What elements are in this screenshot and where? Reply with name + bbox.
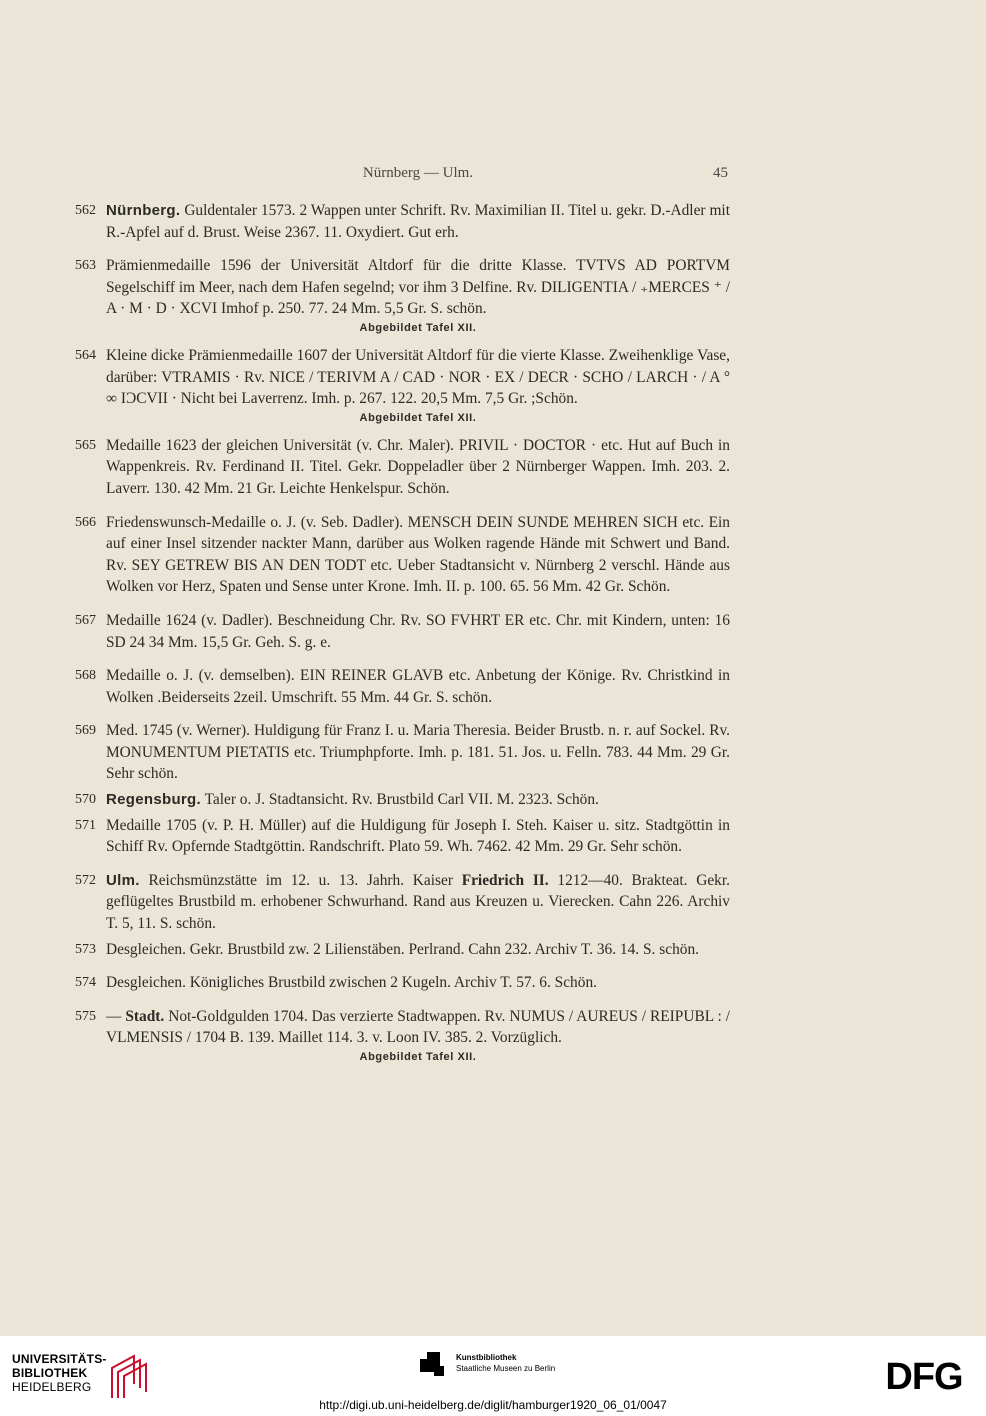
catalogue-entry: [75, 789, 730, 811]
entry-number: 562: [75, 203, 96, 218]
catalogue-entry: [75, 972, 730, 994]
entry-number: 569: [75, 723, 96, 739]
ub-logo-line: HEIDELBERG: [12, 1380, 92, 1394]
catalogue-entry: [75, 720, 730, 785]
catalogue-entry: [75, 939, 730, 961]
entry-number: 571: [75, 817, 96, 833]
catalogue-entry: [75, 345, 730, 427]
entry-text-lead: —: [106, 1007, 122, 1025]
entry-number: 566: [75, 514, 96, 530]
catalogue-entry: [75, 512, 730, 598]
dfg-logo[interactable]: [876, 1358, 972, 1394]
entry-text: Med. 1745 (v. Werner). Huldigung für Franz I. u. Maria Theresia. Beider Brustb. n. r. auf Sockel. Rv. MONUMENTUM PIETATIS etc. Triumphpforte. Imh. p. 181. 51. Jos. u. Felln. 783. 44 Mm. 29 Gr. Sehr schön.: [106, 722, 730, 783]
catalogue-entry: [75, 610, 730, 653]
entry-place: Regensburg.: [106, 791, 201, 809]
entry-text: Prämienmedaille 1596 der Universität Altdorf für die dritte Klasse. TVTVS AD PORTVM Segelschiff im Meer, nach dem Hafen segelnd; vor ihm 3 Delfine. Rv. DILIGENTIA / ₊MERCES ⁺ / A · M · D · XCVI Imhof p. 250. 77. 24 Mm. 5,5 Gr. S. schön.: [106, 257, 730, 318]
catalogue-entry: [75, 200, 730, 243]
entry-text: Medaille o. J. (v. demselben). EIN REINER GLAVB etc. Anbetung der Könige. Rv. Christkind in Wolken .Beiderseits 2zeil. Umschrift. 55 Mm. 44 Gr. S. schön.: [106, 667, 730, 706]
entry-place: Nürnberg.: [106, 202, 181, 219]
entry-text: Friedenswunsch-Medaille o. J. (v. Seb. Dadler). MENSCH DEIN SUNDE MEHREN SICH etc. Ein auf einer Insel sitzender nackter Mann, darüber aus Wolken ragende Hände mit Schwert und Band. Rv. SEY GETREW BIS AN DEN TODT etc. Ueber Stadtansicht v. Nürnberg 2 verschl. Hände aus Wolken vor Herz, Spaten und Sense unter Krone. Imh. II. p. 100. 65. 56 Mm. 42 Gr. Schön.: [106, 513, 730, 596]
running-header: [108, 165, 728, 187]
dfg-logo-text: DFG: [885, 1358, 963, 1394]
catalogue-entry: [75, 1006, 730, 1066]
entry-text: Medaille 1623 der gleichen Universität (v. Chr. Maler). PRIVIL · DOCTOR · etc. Hut auf Buch in Wappenkreis. Rv. Ferdinand II. Titel. Gekr. Doppeladler über 2 Nürnberger Wappen. Imh. 203. 2. Laverr. 130. 42 Mm. 21 Gr. Leichte Henkelspur. Schön.: [106, 436, 730, 497]
entry-text-lead: Reichsmünzstätte im 12. u. 13. Jahrh. Kaiser: [148, 871, 453, 889]
entry-number: 563: [75, 258, 96, 274]
entry-text: Medaille 1624 (v. Dadler). Beschneidung Chr. Rv. SO FVHRT ER etc. Chr. mit Kindern, unten: 16 SD 24 34 Mm. 15,5 Gr. Geh. S. g. e.: [106, 611, 730, 651]
kb-line: Staatliche Museen zu Berlin: [456, 1364, 556, 1373]
catalogue-entry: [75, 435, 730, 500]
entry-text: Guldentaler 1573. 2 Wappen unter Schrift. Rv. Maximilian II. Titel u. gekr. D.-Adler mit R.-Apfel auf d. Brust. Weise 2367. 11. Oxydiert. Gut erh.: [106, 202, 730, 241]
header-title: Nürnberg — Ulm.: [362, 165, 474, 181]
entry-text: Medaille 1705 (v. P. H. Müller) auf die Huldigung für Joseph I. Steh. Kaiser u. sitz. Stadtgöttin in Schiff Rv. Opfernde Stadtgöttin. Randschrift. Plato 59. Wh. 7462. 42 Mm. 29 Gr. Sehr schön.: [106, 816, 730, 856]
ub-logo-line: UNIVERSITÄTS-: [12, 1352, 107, 1366]
kb-line: Kunstbibliothek: [456, 1353, 517, 1362]
entry-number: 574: [75, 975, 96, 991]
entry-text: Desgleichen. Gekr. Brustbild zw. 2 Lilienstäben. Perlrand. Cahn 232. Archiv T. 36. 14. S. schön.: [106, 940, 700, 958]
entry-number: 573: [75, 941, 96, 957]
figure-reference: Abgebildet Tafel XII.: [359, 321, 477, 334]
figure-reference: Abgebildet Tafel XII.: [359, 411, 477, 424]
digitization-footer: [0, 1336, 986, 1416]
entry-text: Not-Goldgulden 1704. Das verzierte Stadtwappen. Rv. NUMUS / AUREUS / REIPUBL : / VLMENSIS / 1704 B. 139. Maillet 114. 3. v. Loon IV. 385. 2. Vorzüglich.: [106, 1007, 730, 1047]
catalogue-entry: [75, 870, 730, 935]
catalogue-entry: [75, 815, 730, 858]
entry-text: Desgleichen. Königliches Brustbild zwischen 2 Kugeln. Archiv T. 57. 6. Schön.: [106, 974, 597, 992]
entry-number: 572: [75, 872, 96, 888]
entry-place: Ulm.: [106, 871, 140, 889]
kunstbibliothek-mark-icon: [420, 1352, 444, 1376]
entry-number: 570: [75, 792, 96, 808]
catalogue-entry: [75, 665, 730, 708]
entry-emphasis: Friedrich II.: [461, 871, 549, 889]
ub-heidelberg-logo[interactable]: [12, 1352, 162, 1402]
page-number: 45: [713, 165, 728, 181]
entry-number: 567: [75, 612, 96, 628]
kunstbibliothek-text: [456, 1352, 555, 1374]
entry-text: 1212—40. Brakteat. Gekr. geflügeltes Brustbild m. erhobener Schwurhand. Rand aus Kreuzen u. Vierecken. Cahn 226. Archiv T. 5, 11. S. schön.: [106, 871, 730, 933]
ub-logo-text: [12, 1352, 107, 1394]
ub-logo-line: BIBLIOTHEK: [12, 1366, 88, 1380]
kunstbibliothek-logo[interactable]: [420, 1352, 580, 1392]
entry-number: 575: [75, 1008, 96, 1024]
entry-text: Kleine dicke Prämienmedaille 1607 der Universität Altdorf für die vierte Klasse. Zweihenklige Vase, darüber: VTRAMIS · Rv. NICE / TERIVM A / CAD · NOR · EX / DECR · SCHO / LARCH · / A ° ∞ IƆCVII · Nicht bei Laverrenz. Imh. p. 267. 122. 20,5 Mm. 7,5 Gr. ;Schön.: [106, 346, 730, 408]
ub-mark-icon: [104, 1354, 150, 1400]
permalink-url[interactable]: http://digi.ub.uni-heidelberg.de/diglit/hamburger1920_06_01/0047: [319, 1398, 667, 1412]
catalogue-entry: [75, 255, 730, 337]
entry-number: 564: [75, 347, 96, 363]
entry-number: 568: [75, 668, 96, 684]
entry-number: 565: [75, 437, 96, 453]
entry-text: Taler o. J. Stadtansicht. Rv. Brustbild Carl VII. M. 2323. Schön.: [204, 791, 599, 809]
figure-reference: Abgebildet Tafel XII.: [359, 1051, 477, 1063]
entry-emphasis: Stadt.: [125, 1007, 165, 1025]
catalogue-entries: [75, 200, 730, 1066]
